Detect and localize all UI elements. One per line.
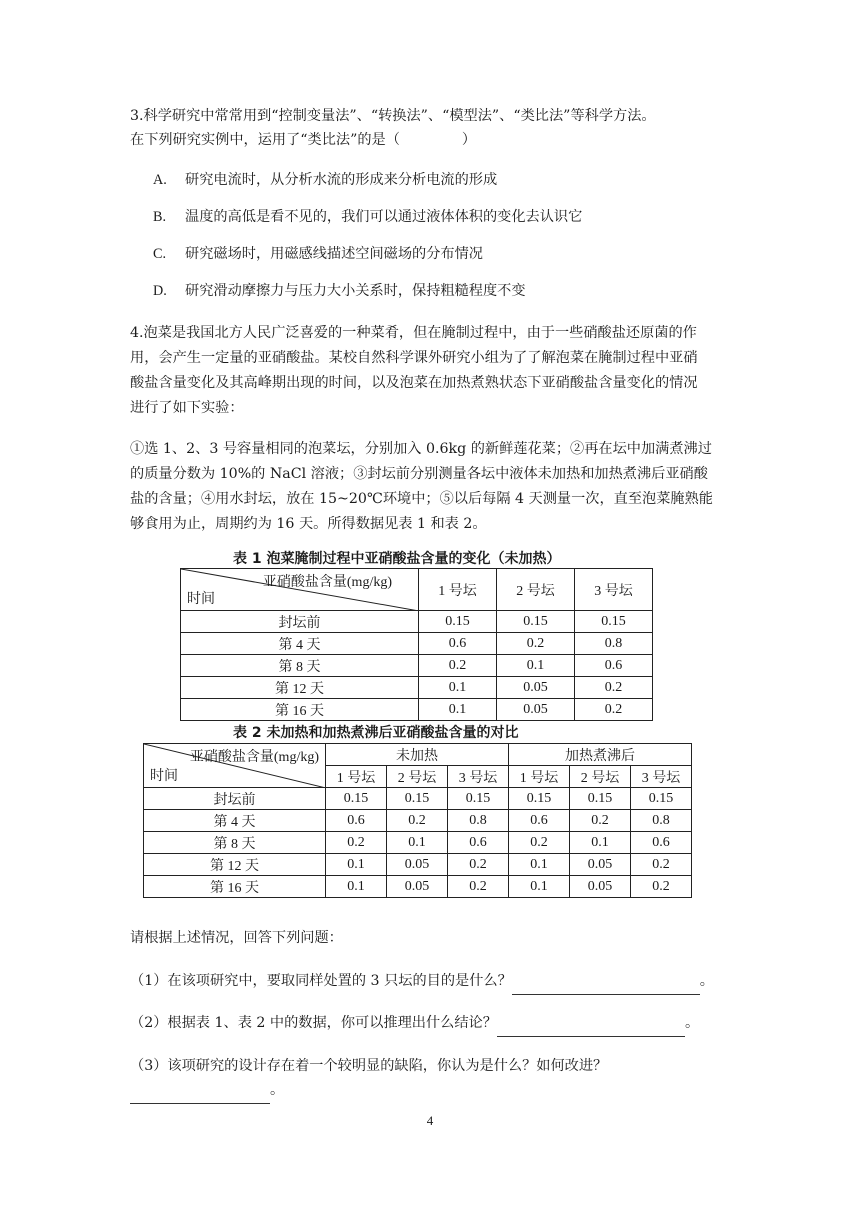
end-mark: 。 [699, 973, 714, 989]
header-quantity: 亚硝酸盐含量(mg/kg) [189, 750, 319, 765]
q3-option-c[interactable] [153, 244, 483, 264]
table-row [144, 832, 692, 854]
cell: 0.2 [387, 810, 448, 832]
header-time: 时间 [187, 592, 215, 607]
cell: 0.6 [575, 655, 653, 677]
option-key: C. [153, 246, 167, 262]
table2-col-header: 1 号坛 [509, 766, 570, 788]
cell: 0.15 [509, 788, 570, 810]
cell: 0.2 [448, 854, 509, 876]
option-text: 研究电流时，从分析水流的形成来分析电流的形成 [185, 172, 498, 188]
table-row [181, 611, 653, 633]
row-label: 第 4 天 [181, 633, 419, 655]
cell: 0.1 [387, 832, 448, 854]
cell: 0.2 [631, 876, 692, 898]
table-row [181, 655, 653, 677]
q3-option-a[interactable] [153, 170, 497, 190]
option-key: B. [153, 209, 167, 225]
table2-group-unheated: 未加热 [326, 744, 509, 766]
q3-option-b[interactable] [153, 207, 582, 227]
table1-col-header: 3 号坛 [575, 569, 653, 611]
q4-procedure-line1: ①选 1、2、3 号容量相同的泡菜坛，分别加入 0.6kg 的新鲜莲花菜；②再在坛中加满煮沸过 [130, 441, 712, 457]
question-3: （3）该项研究的设计存在着一个较明显的缺陷，你认为是什么？如何改进？ [130, 1058, 608, 1074]
cell: 0.8 [448, 810, 509, 832]
row-label: 封坛前 [181, 611, 419, 633]
cell: 0.05 [387, 876, 448, 898]
q4-intro-line1: 4.泡菜是我国北方人民广泛喜爱的一种菜肴，但在腌制过程中，由于一些硝酸盐还原菌的作 [130, 325, 697, 341]
end-mark: 。 [684, 1015, 700, 1031]
cell: 0.1 [326, 876, 387, 898]
cell: 0.15 [419, 611, 497, 633]
cell: 0.2 [419, 655, 497, 677]
header-time: 时间 [150, 769, 178, 784]
question-2-text: （2）根据表 1、表 2 中的数据，你可以推理出什么结论？ [130, 1015, 497, 1031]
questions-prompt: 请根据上述情况，回答下列问题： [130, 930, 343, 946]
question-3-answer [130, 1078, 740, 1104]
end-mark: 。 [270, 1082, 285, 1098]
table-row [144, 810, 692, 832]
header-quantity: 亚硝酸盐含量(mg/kg) [262, 575, 392, 590]
answer-blank-1[interactable] [512, 969, 700, 995]
cell: 0.2 [575, 699, 653, 721]
answer-blank-3[interactable] [130, 1078, 270, 1104]
table-row [144, 788, 692, 810]
q4-intro-line2: 用，会产生一定量的亚硝酸盐。某校自然科学课外研究小组为了了解泡菜在腌制过程中亚硝 [130, 350, 698, 366]
question-1 [130, 969, 740, 995]
table2 [143, 743, 692, 898]
table2-caption: 表 2 未加热和加热煮沸后亚硝酸盐含量的对比 [233, 725, 519, 741]
q3-stem-line2 [130, 128, 740, 153]
table1-caption: 表 1 泡菜腌制过程中亚硝酸盐含量的变化（未加热） [233, 551, 561, 567]
cell: 0.15 [326, 788, 387, 810]
cell: 0.15 [497, 611, 575, 633]
row-label: 第 16 天 [144, 876, 326, 898]
cell: 0.2 [631, 854, 692, 876]
cell: 0.15 [631, 788, 692, 810]
table1-diagonal-header [181, 569, 419, 611]
table-row [144, 854, 692, 876]
q4-intro-line4: 进行了如下实验： [130, 400, 244, 416]
q4-procedure-line2: 的质量分数为 10%的 NaCl 溶液；③封坛前分别测量各坛中液体未加热和加热煮沸后亚硝酸 [130, 466, 708, 482]
q3-stem-text: 在下列研究实例中，运用了“类比法”的是（ [130, 132, 400, 148]
cell: 0.05 [570, 854, 631, 876]
table-row [181, 677, 653, 699]
cell: 0.2 [575, 677, 653, 699]
cell: 0.8 [631, 810, 692, 832]
cell: 0.15 [387, 788, 448, 810]
cell: 0.2 [326, 832, 387, 854]
q4-intro-line3: 酸盐含量变化及其高峰期出现的时间，以及泡菜在加热煮熟状态下亚硝酸盐含量变化的情况 [130, 375, 698, 391]
cell: 0.05 [387, 854, 448, 876]
q3-stem-close: ） [461, 132, 477, 148]
cell: 0.1 [497, 655, 575, 677]
option-key: D. [153, 283, 167, 299]
cell: 0.15 [570, 788, 631, 810]
option-text: 研究滑动摩擦力与压力大小关系时，保持粗糙程度不变 [185, 283, 526, 299]
cell: 0.1 [509, 876, 570, 898]
table-row [144, 876, 692, 898]
cell: 0.1 [570, 832, 631, 854]
table1 [180, 568, 653, 721]
cell: 0.15 [448, 788, 509, 810]
cell: 0.2 [448, 876, 509, 898]
cell: 0.1 [419, 677, 497, 699]
table2-group-boiled: 加热煮沸后 [509, 744, 692, 766]
table2-col-header: 2 号坛 [570, 766, 631, 788]
option-key: A. [153, 172, 167, 188]
question-1-text: （1）在该项研究中，要取同样处置的 3 只坛的目的是什么？ [130, 973, 512, 989]
cell: 0.05 [497, 699, 575, 721]
q4-procedure-line3: 盐的含量；④用水封坛，放在 15~20℃环境中；⑤以后每隔 4 天测量一次，直至泡菜腌熟能 [130, 491, 713, 507]
cell: 0.6 [448, 832, 509, 854]
answer-blank-2[interactable] [497, 1011, 685, 1037]
row-label: 封坛前 [144, 788, 326, 810]
q4-procedure-line4: 够食用为止，周期约为 16 天。所得数据见表 1 和表 2。 [130, 516, 487, 532]
table1-col-header: 1 号坛 [419, 569, 497, 611]
table2-col-header: 3 号坛 [631, 766, 692, 788]
cell: 0.1 [419, 699, 497, 721]
page-number: 4 [426, 1113, 434, 1128]
cell: 0.15 [575, 611, 653, 633]
row-label: 第 8 天 [181, 655, 419, 677]
q3-option-d[interactable] [153, 281, 526, 301]
table2-col-header: 2 号坛 [387, 766, 448, 788]
option-text: 研究磁场时，用磁感线描述空间磁场的分布情况 [185, 246, 483, 262]
table-row [181, 699, 653, 721]
table2-diagonal-header [144, 744, 326, 788]
table-row [181, 633, 653, 655]
cell: 0.6 [631, 832, 692, 854]
row-label: 第 12 天 [144, 854, 326, 876]
row-label: 第 16 天 [181, 699, 419, 721]
cell: 0.6 [326, 810, 387, 832]
cell: 0.8 [575, 633, 653, 655]
row-label: 第 12 天 [181, 677, 419, 699]
cell: 0.2 [570, 810, 631, 832]
cell: 0.6 [419, 633, 497, 655]
cell: 0.6 [509, 810, 570, 832]
table2-col-header: 1 号坛 [326, 766, 387, 788]
question-2 [130, 1011, 740, 1037]
option-text: 温度的高低是看不见的，我们可以通过液体体积的变化去认识它 [185, 209, 583, 225]
cell: 0.2 [497, 633, 575, 655]
q3-stem-line1: 3.科学研究中常常用到“控制变量法”、“转换法”、“模型法”、“类比法”等科学方法。 [130, 108, 656, 124]
row-label: 第 4 天 [144, 810, 326, 832]
table2-col-header: 3 号坛 [448, 766, 509, 788]
table1-col-header: 2 号坛 [497, 569, 575, 611]
cell: 0.2 [509, 832, 570, 854]
row-label: 第 8 天 [144, 832, 326, 854]
cell: 0.1 [509, 854, 570, 876]
cell: 0.05 [570, 876, 631, 898]
cell: 0.05 [497, 677, 575, 699]
cell: 0.1 [326, 854, 387, 876]
